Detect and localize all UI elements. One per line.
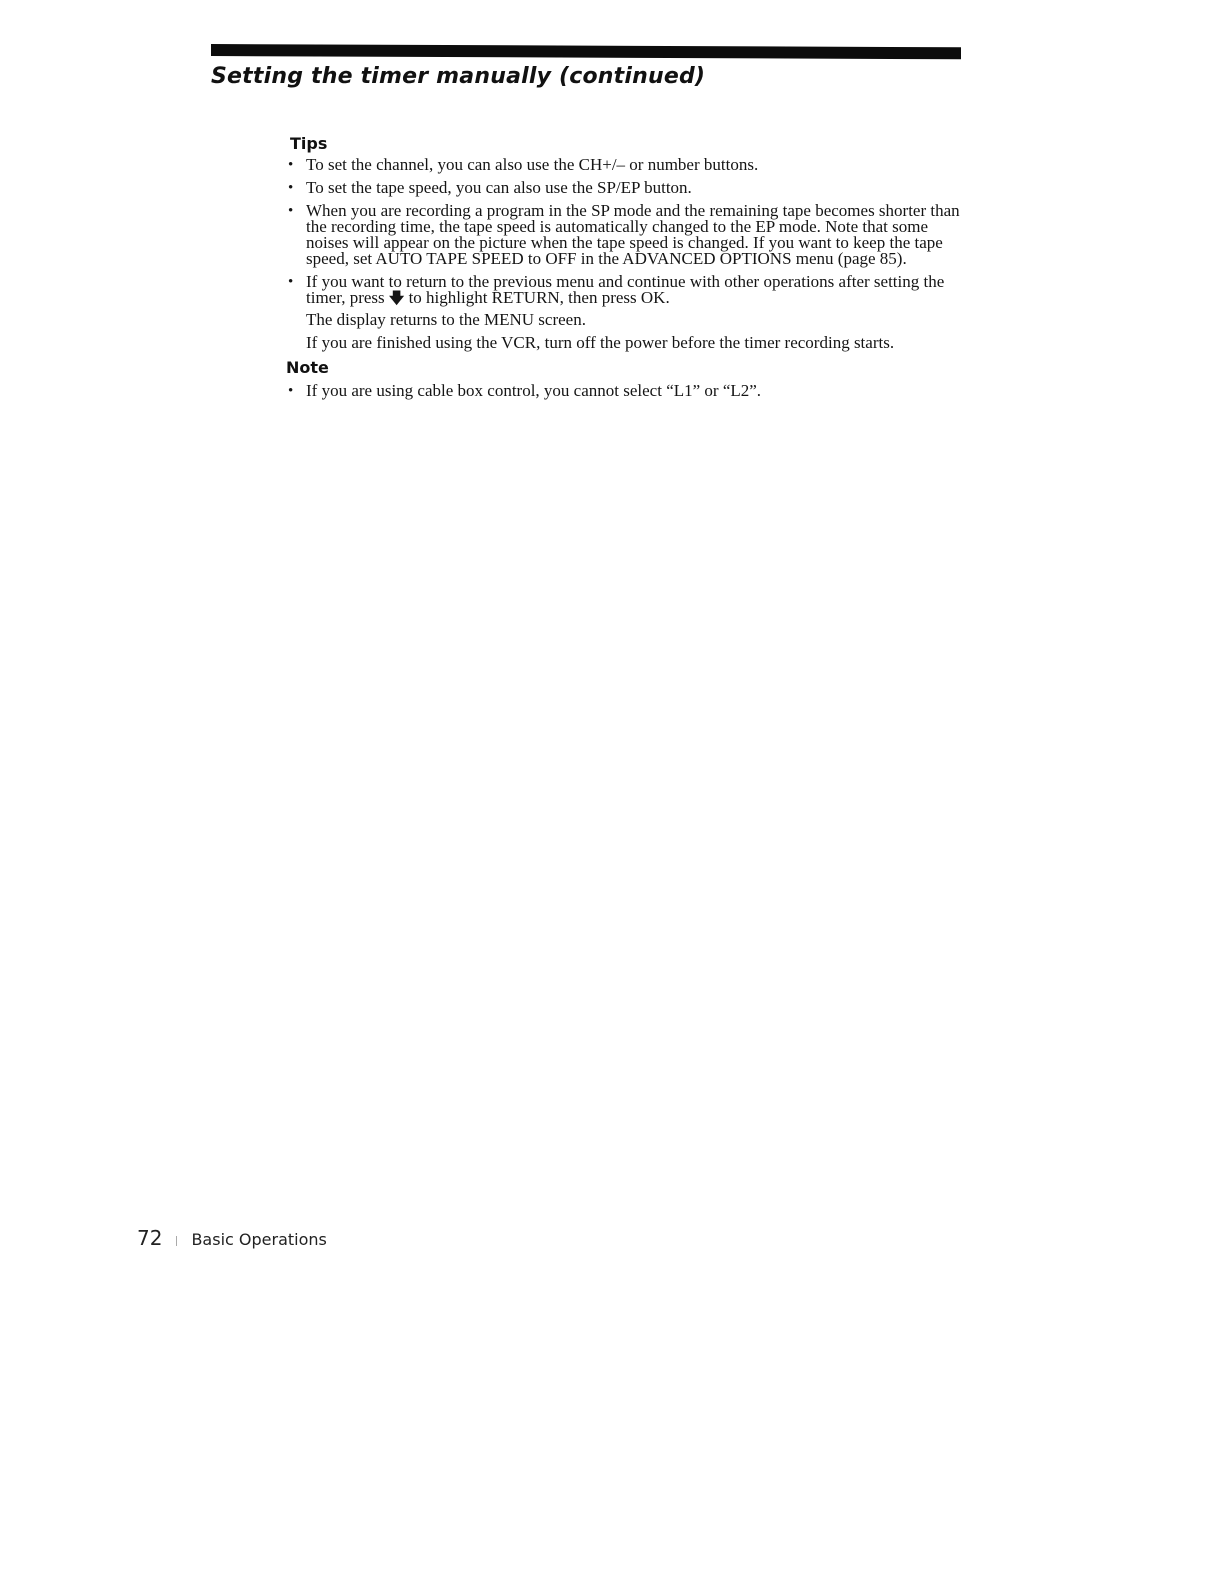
- bullet-icon: •: [288, 203, 294, 219]
- note-heading: Note: [286, 358, 329, 377]
- list-item: [286, 203, 966, 267]
- list-item: [286, 383, 966, 399]
- tip-text: To set the channel, you can also use the CH+/– or number buttons.: [306, 155, 759, 174]
- page-number: 72: [137, 1226, 163, 1250]
- section-name: Basic Operations: [191, 1230, 327, 1249]
- note-list: [286, 383, 966, 399]
- tip-text: When you are recording a program in the SP mode and the remaining tape becomes shorter than the recording time, the tape speed is automatically changed to the EP mode. Note that some noises will appear on the picture when the tape speed is changed. If you want to keep the tape speed, set AUTO TAPE SPEED to OFF in the ADVANCED OPTIONS menu (page 85).: [306, 201, 960, 268]
- tip-continuation: If you are finished using the VCR, turn off the power before the timer recording starts.: [306, 333, 895, 352]
- bullet-icon: •: [288, 383, 294, 399]
- bullet-icon: •: [288, 274, 294, 290]
- list-item: [286, 274, 966, 306]
- tips-heading: Tips: [290, 134, 328, 153]
- page-footer: [137, 1226, 327, 1250]
- bullet-icon: •: [288, 157, 294, 173]
- header-rule: [211, 44, 961, 59]
- tip-continuation: The display returns to the MENU screen.: [306, 310, 586, 329]
- list-item: [286, 180, 966, 196]
- down-arrow-icon: 🡇: [388, 289, 405, 307]
- tip-text: If you want to return to the previous menu and continue with other operations after setting the timer, press: [306, 272, 945, 307]
- footer-divider: [176, 1236, 177, 1246]
- tips-list: [286, 157, 966, 306]
- content-area: [286, 134, 966, 406]
- tip-text: To set the tape speed, you can also use the SP/EP button.: [306, 178, 692, 197]
- bullet-icon: •: [288, 180, 294, 196]
- tip-text: to highlight RETURN, then press OK.: [408, 288, 670, 307]
- note-text: If you are using cable box control, you cannot select “L1” or “L2”.: [306, 381, 762, 400]
- page-title: Setting the timer manually (continued): [211, 64, 706, 89]
- list-item: [286, 157, 966, 173]
